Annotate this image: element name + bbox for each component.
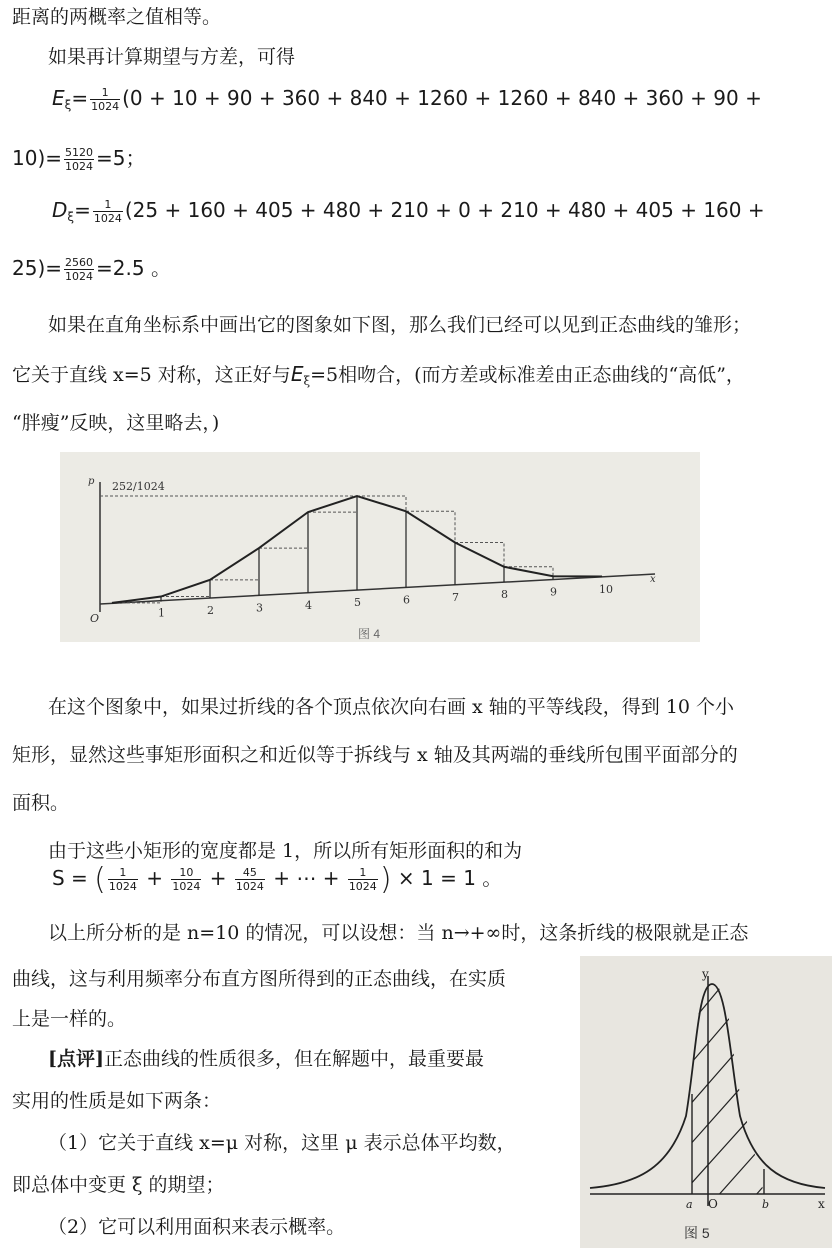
rect-mark [259,548,308,593]
tick-label: 2 [207,604,214,618]
peak-label: 252/1024 [112,480,165,493]
e-subscript: ξ [64,98,72,112]
tick-label: 1 [158,606,165,620]
figure-4-caption: 图 4 [358,627,381,641]
tick-label: 9 [550,585,557,599]
x-axis-label: x [650,574,656,585]
x-axis-label: x [818,1197,825,1211]
para1-line-2: 它关于直线 x=5 对称，这正好与$E_\xi=5$相吻合，(而方差或标准差由正态曲线的“高低”， [12,362,745,388]
frac-5120-1024: $\frac{5120}{1024}$ [65,146,94,173]
frac-1-1024: $\frac{1}{1024}$ [91,86,120,113]
y-axis-label: p [88,476,95,487]
d-subscript: ξ [67,210,75,224]
tick-label: 7 [452,590,459,604]
figure-4 [60,452,700,642]
variance-sum: (25 + 160 + 405 + 480 + 210 + 0 + 210 + 480 + 405 + 160 + [124,198,765,222]
tick-label: 3 [256,601,263,615]
variance-result: 25)= $\frac{2560}{1024}$ =2.5 。 [12,256,171,283]
property-2: （2）它可以利用面积来表示概率。 [48,1216,346,1238]
para2-line-2: 矩形，显然这些事矩形面积之和近似等于拆线与 x 轴及其两端的垂线所包围平面部分的 [12,744,738,766]
origin-label: O [90,612,100,625]
label-o: O [708,1197,718,1211]
review-line-1: [点评]正态曲线的性质很多，但在解题中，最重要最 [48,1048,484,1070]
rect-mark [210,580,259,596]
y-axis-label: y [702,967,709,981]
para4-line-3: 上是一样的。 [12,1008,127,1030]
para4-line-1: 以上所分析的是 n=10 的情况，可以设想：当 n→+∞时，这条折线的极限就是正态 [48,922,749,944]
tick-label: 8 [501,588,508,602]
variance-formula: $D_\xi=$ $\frac{1}{1024}$ (25 + 160 + 405 + 480 + 210 + 0 + 210 + 480 + 405 + 160 + [52,198,765,225]
para2-line-1: 在这个图象中，如果过折线的各个顶点依次向右画 x 轴的平等线段，得到 10 个小 [48,696,735,718]
figure-5-chart [580,956,832,1248]
tick-label: 4 [305,598,312,612]
rect-mark [406,511,455,585]
tick-label: 10 [599,582,613,596]
frac-1-1024-b: $\frac{1}{1024}$ [93,198,122,225]
para1-line-1: 如果在直角坐标系中画出它的图象如下图，那么我们已经可以见到正态曲线的雏形； [48,314,752,336]
expectation-sum: (0 + 10 + 90 + 360 + 840 + 1260 + 1260 + 840 + 360 + 90 + [122,86,762,110]
para2-line-3: 面积。 [12,792,70,814]
frac-2560-1024: $\frac{2560}{1024}$ [65,256,94,283]
label-a: a [686,1198,693,1211]
figure-4-marks [100,496,613,620]
expectation-result: 10)= $\frac{5120}{1024}$ =5； [12,146,146,173]
text-line-1: 距离的两概率之值相等。 [12,6,222,28]
para1-line-3: “胖瘦”反映，这里略去，) [12,412,220,434]
para4-line-2: 曲线，这与利用频率分布直方图所得到的正态曲线，在实质 [12,968,507,990]
text-line-2: 如果再计算期望与方差，可得 [48,46,296,68]
d-symbol: D [52,198,68,222]
e-symbol: E [52,86,65,110]
figure-4-chart [60,452,700,642]
tick-label: 6 [403,593,410,607]
expectation-formula [52,86,762,113]
tick-label: 5 [354,596,361,610]
hatched-region [680,976,790,1236]
sum-formula: S = ( $\frac{1}{1024}$ + $\frac{10}{1024}$ + $\frac{45}{1024}$ + ⋯ + $\frac{1}{1024}$ ) × 1 = 1 。 [52,862,503,897]
review-tag: [点评] [48,1048,104,1070]
figure-5 [580,956,832,1248]
label-b: b [762,1198,770,1211]
equals: = [71,86,89,110]
property-1-line-2: 即总体中变更 ξ 的期望； [12,1174,225,1196]
property-1-line-1: （1）它关于直线 x=μ 对称，这里 μ 表示总体平均数， [48,1132,516,1154]
para3: 由于这些小矩形的宽度都是 1，所以所有矩形面积的和为 [48,840,523,862]
figure-5-caption: 图 5 [684,1225,710,1241]
review-line-2: 实用的性质是如下两条： [12,1090,222,1112]
rect-mark [308,512,357,590]
